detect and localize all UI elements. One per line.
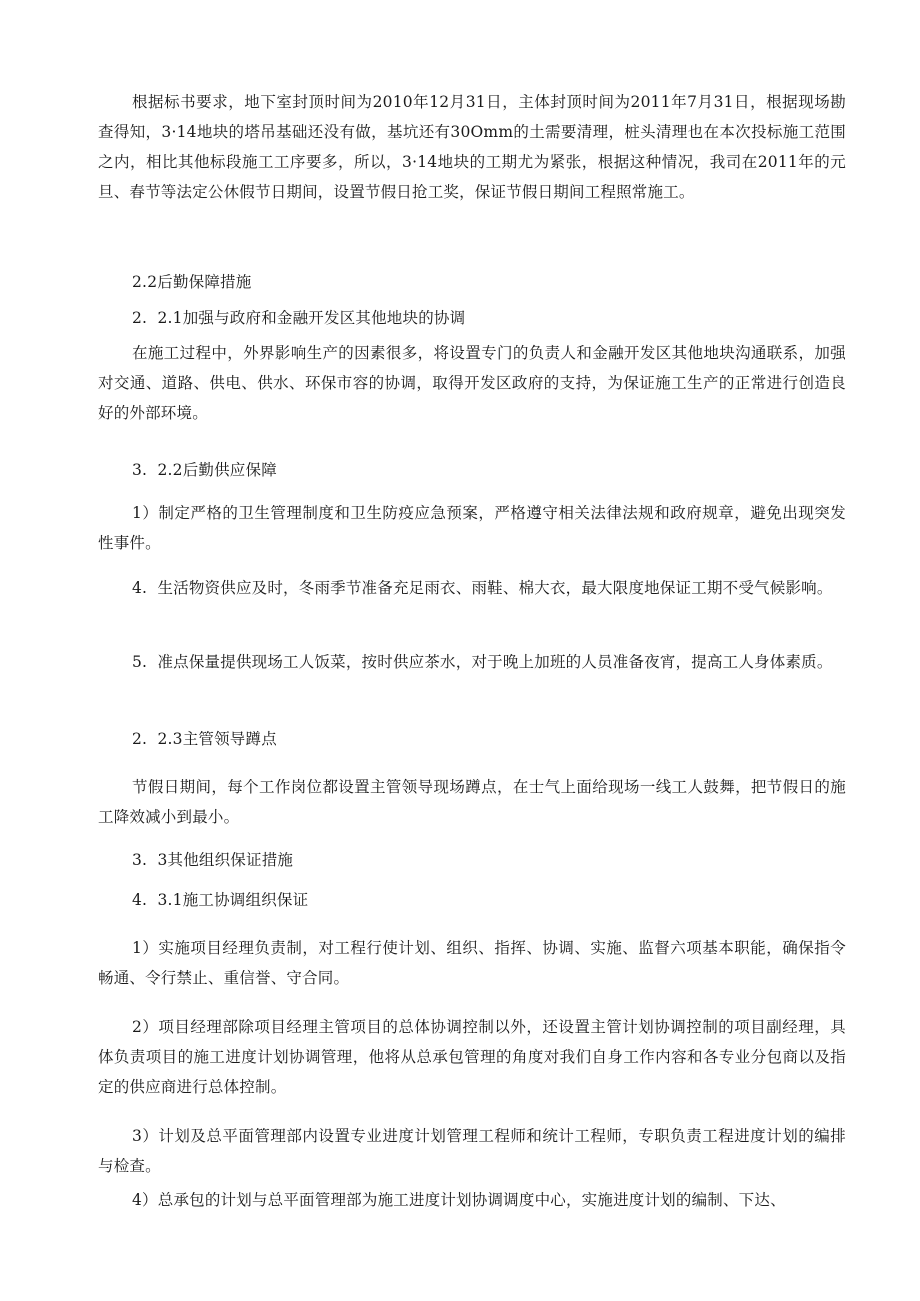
paragraph-planning-dept: 3）计划及总平面管理部内设置专业进度计划管理工程师和统计工程师，专职负责工程进度计划的编排与检查。 (98, 1127, 846, 1175)
paragraph-meals: 5. 准点保量提供现场工人饭菜，按时供应茶水，对于晚上加班的人员准备夜宵，提高工人身体素质。 (132, 653, 833, 671)
paragraph-schedule-intro: 根据标书要求，地下室封顶时间为2010年12月31日，主体封顶时间为2011年7月31日，根据现场勘查得知，3·14地块的塔吊基础还没有做，基坑还有30Omm的土需要清理，桩头清理也在本次投标施工范围之内，相比其他标段施工工序要多，所以，3·14地块的工期尤为紧张，根据这种情况，我司在2011年的元旦、春节等法定公休假节日期间，设置节假日抢工奖，保证节假日期间工程照常施工。 (98, 93, 846, 201)
heading-3-3-1-organization: 4. 3.1施工协调组织保证 (132, 891, 309, 909)
heading-2-2-logistics: 2.2后勤保障措施 (132, 273, 252, 291)
paragraph-manager-responsibility: 1）实施项目经理负责制，对工程行使计划、组织、指挥、协调、实施、监督六项基本职能，确保指令畅通、令行禁止、重信誉、守合同。 (98, 939, 846, 987)
heading-2-2-2-supply: 3. 2.2后勤供应保障 (132, 461, 277, 479)
paragraph-deputy-manager: 2）项目经理部除项目经理主管项目的总体协调控制以外，还设置主管计划协调控制的项目副经理，具体负责项目的施工进度计划协调管理，他将从总承包管理的角度对我们自身工作内容和各专业分包商以及指定的供应商进行总体控制。 (98, 1018, 846, 1096)
paragraph-coordination: 在施工过程中，外界影响生产的因素很多，将设置专门的负责人和金融开发区其他地块沟通联系，加强对交通、道路、供电、供水、环保市容的协调，取得开发区政府的支持，为保证施工生产的正常进行创造良好的外部环境。 (98, 344, 846, 422)
heading-2-2-1-coordination: 2. 2.1加强与政府和金融开发区其他地块的协调 (132, 309, 466, 327)
paragraph-holiday-leaders: 节假日期间，每个工作岗位都设置主管领导现场蹲点，在士气上面给现场一线工人鼓舞，把节假日的施工降效减小到最小。 (98, 778, 846, 826)
paragraph-materials: 4. 生活物资供应及时，冬雨季节准备充足雨衣、雨鞋、棉大衣，最大限度地保证工期不受气候影响。 (132, 579, 833, 597)
heading-2-2-3-leaders: 2. 2.3主管领导蹲点 (132, 730, 277, 748)
paragraph-dispatch-center: 4）总承包的计划与总平面管理部为施工进度计划协调调度中心，实施进度计划的编制、下达、 (132, 1191, 786, 1209)
paragraph-hygiene: 1）制定严格的卫生管理制度和卫生防疫应急预案，严格遵守相关法律法规和政府规章，避免出现突发性事件。 (98, 504, 846, 552)
heading-3-3-other: 3. 3其他组织保证措施 (132, 851, 294, 869)
